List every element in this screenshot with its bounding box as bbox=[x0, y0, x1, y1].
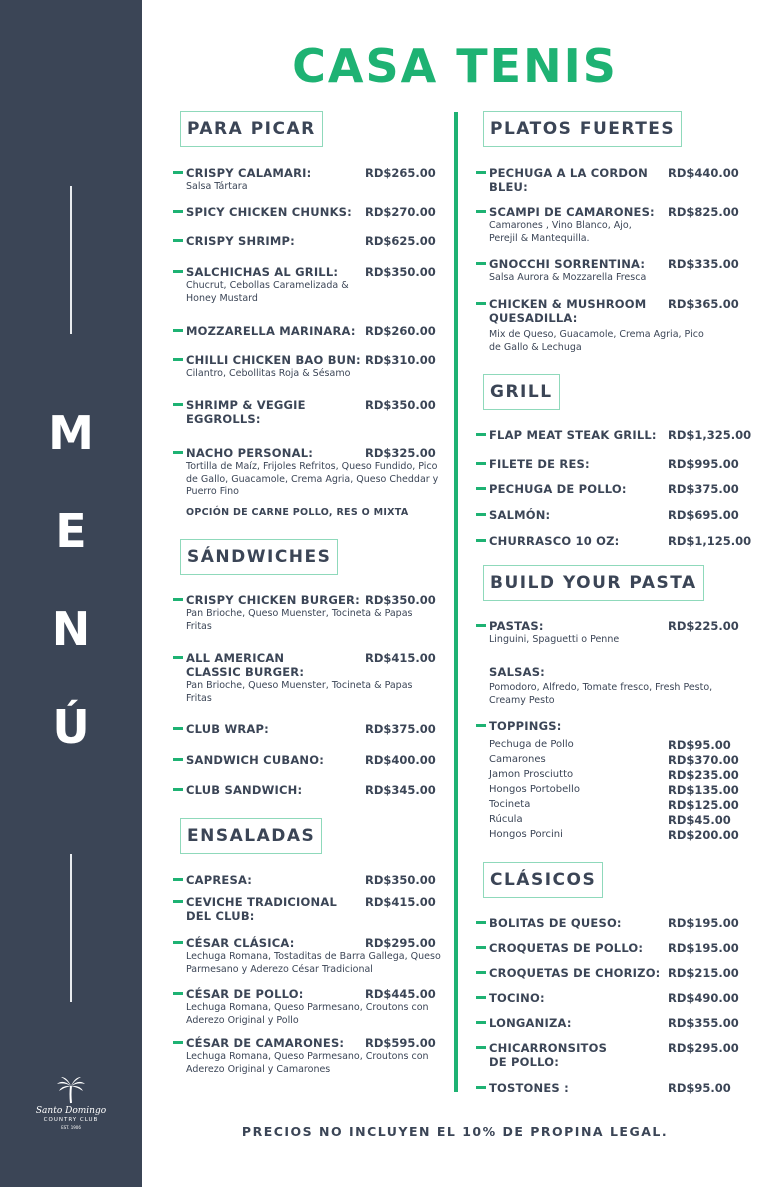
item-price: RD$625.00 bbox=[365, 234, 436, 248]
item-price: RD$595.00 bbox=[365, 1036, 436, 1050]
item-price: RD$295.00 bbox=[668, 1041, 739, 1055]
item-description: Salsa Aurora & Mozzarella Fresca bbox=[489, 272, 647, 283]
item-price: RD$350.00 bbox=[365, 593, 436, 607]
green-bullet bbox=[173, 270, 183, 273]
green-bullet bbox=[476, 946, 486, 949]
item-price: RD$490.00 bbox=[668, 991, 739, 1005]
item-price: RD$335.00 bbox=[668, 257, 739, 271]
logo-est-text: EST. 1906 bbox=[61, 1125, 81, 1130]
menu-item bbox=[489, 941, 749, 955]
item-name: PECHUGA DE POLLO: bbox=[489, 482, 627, 496]
menu-item bbox=[489, 205, 749, 245]
menu-item bbox=[489, 665, 749, 707]
item-name: CHURRASCO 10 OZ: bbox=[489, 534, 620, 548]
green-bullet bbox=[476, 210, 486, 213]
green-bullet bbox=[173, 900, 183, 903]
green-bullet bbox=[476, 1021, 486, 1024]
menu-item bbox=[489, 428, 752, 442]
item-name: FLAP MEAT STEAK GRILL: bbox=[489, 428, 657, 442]
menu-item bbox=[489, 991, 749, 1005]
item-name: SALMÓN: bbox=[489, 508, 551, 522]
item-description: Pan Brioche, Queso Muenster, Tocineta & Papas Fritas bbox=[186, 680, 413, 704]
menu-item bbox=[186, 398, 446, 426]
item-price: RD$365.00 bbox=[668, 297, 739, 311]
item-name: CLUB WRAP: bbox=[186, 722, 269, 736]
topping-price: RD$135.00 bbox=[668, 783, 739, 797]
item-name: LONGANIZA: bbox=[489, 1016, 572, 1030]
page-title: CASA TENIS bbox=[292, 39, 618, 93]
green-bullet bbox=[173, 878, 183, 881]
green-bullet bbox=[476, 171, 486, 174]
topping-name: Hongos Portobello bbox=[489, 784, 580, 795]
menu-item bbox=[186, 987, 446, 1027]
topping-price: RD$95.00 bbox=[668, 738, 731, 752]
tip-disclaimer: PRECIOS NO INCLUYEN EL 10% DE PROPINA LEGAL. bbox=[241, 1124, 669, 1139]
item-name: NACHO PERSONAL: bbox=[186, 446, 314, 460]
menu-item bbox=[489, 916, 749, 930]
item-name: CHILLI CHICKEN BAO BUN: bbox=[186, 353, 361, 367]
green-bullet bbox=[173, 788, 183, 791]
section-header-sandwiches: SÁNDWICHES bbox=[180, 539, 338, 575]
item-name: CROQUETAS DE POLLO: bbox=[489, 941, 644, 955]
item-price: RD$415.00 bbox=[365, 651, 436, 665]
menu-item bbox=[489, 534, 752, 548]
section-header-build-your-pasta: BUILD YOUR PASTA bbox=[483, 565, 704, 601]
item-description: Linguini, Spaguetti o Penne bbox=[489, 634, 620, 645]
topping-name: Hongos Porcini bbox=[489, 829, 563, 840]
menu-item bbox=[186, 234, 446, 248]
green-bullet bbox=[476, 262, 486, 265]
item-description: Pan Brioche, Queso Muenster, Tocineta & Papas Fritas bbox=[186, 608, 413, 632]
topping-price: RD$235.00 bbox=[668, 768, 739, 782]
item-name: SPICY CHICKEN CHUNKS: bbox=[186, 205, 352, 219]
item-name: ALL AMERICAN CLASSIC BURGER: bbox=[186, 651, 305, 679]
sidebar-letter: N bbox=[51, 602, 91, 656]
logo-script-text: Santo Domingo bbox=[35, 1106, 107, 1116]
item-name: CAPRESA: bbox=[186, 873, 253, 887]
menu-item bbox=[186, 783, 446, 797]
green-bullet bbox=[476, 971, 486, 974]
menu-item bbox=[186, 446, 446, 499]
menu-item bbox=[186, 722, 446, 736]
item-name: CÉSAR CLÁSICA: bbox=[186, 936, 295, 950]
green-bullet bbox=[173, 656, 183, 659]
item-description: Pomodoro, Alfredo, Tomate fresco, Fresh Pesto, Creamy Pesto bbox=[489, 682, 713, 706]
green-bullet bbox=[476, 996, 486, 999]
logo-club-text: COUNTRY CLUB bbox=[43, 1117, 99, 1123]
sidebar-letter: Ú bbox=[52, 700, 90, 754]
item-description: Tortilla de Maíz, Frijoles Refritos, Queso Fundido, Pico de Gallo, Guacamole, Crema Agria, Queso Cheddar y Puerro Fino bbox=[186, 461, 439, 497]
item-description: Lechuga Romana, Tostaditas de Barra Gallega, Queso Parmesano y Aderezo César Tradicional bbox=[186, 951, 441, 975]
item-name: GNOCCHI SORRENTINA: bbox=[489, 257, 646, 271]
menu-item bbox=[186, 753, 446, 767]
green-bullet bbox=[476, 539, 486, 542]
section-header-para-picar: PARA PICAR bbox=[180, 111, 323, 147]
item-name: CRISPY CHICKEN BURGER: bbox=[186, 593, 360, 607]
green-bullet bbox=[173, 451, 183, 454]
green-bullet bbox=[476, 1086, 486, 1089]
item-price: RD$825.00 bbox=[668, 205, 739, 219]
sidebar-menu-word bbox=[0, 405, 142, 797]
menu-item bbox=[186, 895, 446, 923]
menu-item bbox=[186, 651, 446, 705]
item-price: RD$995.00 bbox=[668, 457, 739, 471]
item-price: RD$215.00 bbox=[668, 966, 739, 980]
green-bullet bbox=[173, 403, 183, 406]
item-name: FILETE DE RES: bbox=[489, 457, 590, 471]
menu-item bbox=[186, 873, 446, 887]
menu-item bbox=[186, 324, 446, 338]
green-bullet bbox=[476, 724, 486, 727]
green-bullet bbox=[173, 1041, 183, 1044]
item-name: SALCHICHAS AL GRILL: bbox=[186, 265, 339, 279]
item-name: SANDWICH CUBANO: bbox=[186, 753, 325, 767]
menu-item bbox=[489, 1041, 749, 1069]
green-bullet bbox=[173, 210, 183, 213]
item-price: RD$325.00 bbox=[365, 446, 436, 460]
item-price: RD$270.00 bbox=[365, 205, 436, 219]
item-price: RD$225.00 bbox=[668, 619, 739, 633]
menu-item bbox=[186, 205, 446, 219]
green-bullet bbox=[173, 941, 183, 944]
menu-item bbox=[489, 719, 749, 733]
section-header-ensaladas: ENSALADAS bbox=[180, 818, 322, 854]
item-name: BOLITAS DE QUESO: bbox=[489, 916, 622, 930]
green-bullet bbox=[476, 921, 486, 924]
menu-item bbox=[186, 936, 446, 976]
item-description: Salsa Tártara bbox=[186, 181, 248, 192]
item-name: PASTAS: bbox=[489, 619, 544, 633]
item-name: CEVICHE TRADICIONAL DEL CLUB: bbox=[186, 895, 337, 923]
item-price: RD$260.00 bbox=[365, 324, 436, 338]
item-name: CROQUETAS DE CHORIZO: bbox=[489, 966, 661, 980]
item-price: RD$695.00 bbox=[668, 508, 739, 522]
item-price: RD$415.00 bbox=[365, 895, 436, 909]
item-description: Lechuga Romana, Queso Parmesano, Croutons con Aderezo Original y Pollo bbox=[186, 1002, 429, 1026]
item-price: RD$350.00 bbox=[365, 265, 436, 279]
green-bullet bbox=[476, 1046, 486, 1049]
green-bullet bbox=[173, 758, 183, 761]
green-bullet bbox=[476, 433, 486, 436]
green-bullet bbox=[476, 302, 486, 305]
item-name: MOZZARELLA MARINARA: bbox=[186, 324, 356, 338]
item-price: RD$355.00 bbox=[668, 1016, 739, 1030]
item-description: Mix de Queso, Guacamole, Crema Agria, Pico de Gallo & Lechuga bbox=[489, 329, 704, 353]
item-name: CRISPY CALAMARI: bbox=[186, 166, 312, 180]
topping-name: Tocineta bbox=[489, 799, 531, 810]
item-price: RD$1,125.00 bbox=[668, 534, 752, 548]
item-price: RD$1,325.00 bbox=[668, 428, 752, 442]
menu-item bbox=[489, 619, 749, 647]
item-price: RD$95.00 bbox=[668, 1081, 731, 1095]
nacho-option-note: OPCIÓN DE CARNE POLLO, RES O MIXTA bbox=[186, 507, 409, 518]
item-description: Lechuga Romana, Queso Parmesano, Croutons con Aderezo Original y Camarones bbox=[186, 1051, 429, 1075]
item-name: CLUB SANDWICH: bbox=[186, 783, 303, 797]
menu-item bbox=[489, 257, 749, 285]
topping-price: RD$200.00 bbox=[668, 828, 739, 842]
menu-item bbox=[186, 166, 446, 194]
item-name: SHRIMP & VEGGIE EGGROLLS: bbox=[186, 398, 306, 426]
topping-price: RD$370.00 bbox=[668, 753, 739, 767]
green-bullet bbox=[173, 598, 183, 601]
item-description: Chucrut, Cebollas Caramelizada & Honey Mustard bbox=[186, 280, 349, 304]
item-name: CÉSAR DE POLLO: bbox=[186, 987, 304, 1001]
item-name: TOSTONES : bbox=[489, 1081, 569, 1095]
column-divider bbox=[454, 112, 458, 1092]
item-price: RD$440.00 bbox=[668, 166, 739, 180]
menu-item bbox=[186, 353, 446, 381]
item-name: PECHUGA A LA CORDON BLEU: bbox=[489, 166, 648, 194]
menu-item bbox=[489, 457, 749, 471]
topping-name: Rúcula bbox=[489, 814, 523, 825]
menu-item bbox=[489, 508, 749, 522]
item-price: RD$400.00 bbox=[365, 753, 436, 767]
green-bullet bbox=[173, 992, 183, 995]
menu-item bbox=[489, 1081, 749, 1095]
item-price: RD$375.00 bbox=[365, 722, 436, 736]
item-name: SALSAS: bbox=[489, 665, 545, 679]
green-bullet bbox=[476, 624, 486, 627]
menu-item bbox=[489, 297, 749, 354]
item-description: Camarones , Vino Blanco, Ajo, Perejil & Mantequilla. bbox=[489, 220, 632, 244]
section-header-clasicos: CLÁSICOS bbox=[483, 862, 603, 898]
item-name: CÉSAR DE CAMARONES: bbox=[186, 1036, 345, 1050]
item-price: RD$265.00 bbox=[365, 166, 436, 180]
item-name: CRISPY SHRIMP: bbox=[186, 234, 295, 248]
item-description: Cilantro, Cebollitas Roja & Sésamo bbox=[186, 368, 351, 379]
menu-item bbox=[489, 1016, 749, 1030]
item-price: RD$295.00 bbox=[365, 936, 436, 950]
sidebar-letter: M bbox=[48, 406, 94, 460]
sidebar-divider-top bbox=[70, 186, 72, 334]
item-price: RD$195.00 bbox=[668, 941, 739, 955]
section-header-grill: GRILL bbox=[483, 374, 560, 410]
section-header-platos-fuertes: PLATOS FUERTES bbox=[483, 111, 682, 147]
green-bullet bbox=[173, 727, 183, 730]
item-name: TOCINO: bbox=[489, 991, 545, 1005]
club-logo bbox=[22, 1076, 120, 1130]
topping-name: Pechuga de Pollo bbox=[489, 739, 574, 750]
menu-item bbox=[489, 482, 749, 496]
topping-name: Camarones bbox=[489, 754, 546, 765]
item-name: CHICKEN & MUSHROOM QUESADILLA: bbox=[489, 297, 647, 325]
menu-item bbox=[186, 1036, 446, 1076]
topping-name: Jamon Prosciutto bbox=[489, 769, 574, 780]
item-price: RD$345.00 bbox=[365, 783, 436, 797]
green-bullet bbox=[476, 487, 486, 490]
menu-item bbox=[186, 593, 446, 633]
green-bullet bbox=[476, 513, 486, 516]
item-price: RD$350.00 bbox=[365, 873, 436, 887]
item-price: RD$310.00 bbox=[365, 353, 436, 367]
green-bullet bbox=[173, 329, 183, 332]
item-price: RD$445.00 bbox=[365, 987, 436, 1001]
menu-item bbox=[489, 166, 749, 194]
menu-item bbox=[489, 966, 749, 980]
green-bullet bbox=[173, 239, 183, 242]
green-bullet bbox=[476, 462, 486, 465]
sidebar-letter: E bbox=[55, 504, 87, 558]
topping-price: RD$125.00 bbox=[668, 798, 739, 812]
item-price: RD$350.00 bbox=[365, 398, 436, 412]
item-price: RD$375.00 bbox=[668, 482, 739, 496]
toppings-label: TOPPINGS: bbox=[489, 719, 562, 733]
palm-tree-icon bbox=[56, 1076, 86, 1104]
topping-price: RD$45.00 bbox=[668, 813, 731, 827]
item-name: SCAMPI DE CAMARONES: bbox=[489, 205, 655, 219]
item-price: RD$195.00 bbox=[668, 916, 739, 930]
menu-item bbox=[186, 265, 446, 305]
green-bullet bbox=[173, 171, 183, 174]
green-bullet bbox=[173, 358, 183, 361]
sidebar bbox=[0, 0, 142, 1187]
sidebar-divider-bottom bbox=[70, 854, 72, 1002]
item-name: CHICARRONSITOS DE POLLO: bbox=[489, 1041, 608, 1069]
